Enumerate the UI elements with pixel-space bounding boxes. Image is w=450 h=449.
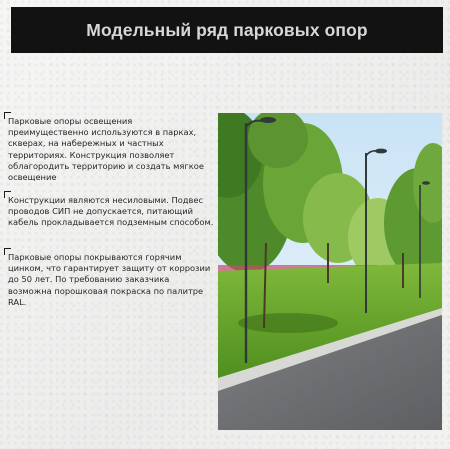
corner-bracket-icon <box>4 191 11 198</box>
paragraph-coating <box>8 252 215 308</box>
paragraph-usage-text: Парковые опоры освещения преимущественно используются в парках, скверах, на набережных и частных территориях. Конструкция позволяет облагородить территорию и создать мягкое освещение <box>8 116 204 183</box>
corner-bracket-icon <box>4 248 11 255</box>
paragraph-construction-text: Конструкции являются несиловыми. Подвес проводов СИП не допускается, питающий кабель прокладывается подземным способом. <box>8 195 214 228</box>
corner-bracket-icon <box>4 112 11 119</box>
paragraph-coating-text: Парковые опоры покрываются горячим цинком, что гарантирует защиту от коррозии до 50 лет. По требованию заказчика возможна порошковая покраска по палитре RAL. <box>8 252 211 307</box>
paragraph-construction <box>8 195 215 229</box>
park-lamps-photo <box>218 113 442 430</box>
page-title: Модельный ряд парковых опор <box>86 19 368 40</box>
paragraph-usage <box>8 116 215 183</box>
header-banner <box>11 7 443 53</box>
